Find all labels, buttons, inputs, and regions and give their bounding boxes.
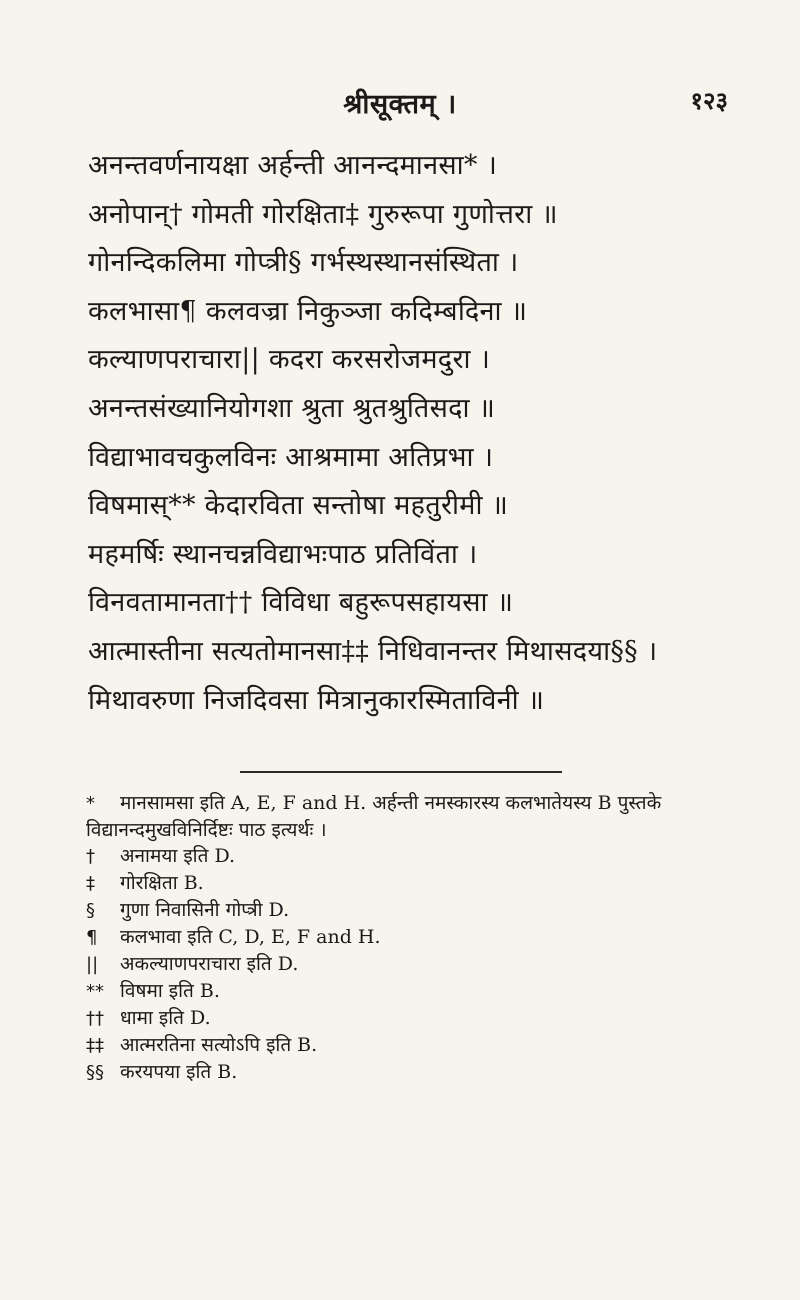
verse-line: महमर्षिः स्थानचन्नविद्याभःपाठ प्रतिविंता ।	[88, 538, 478, 570]
footnote	[86, 870, 746, 897]
footnote	[86, 790, 746, 817]
verse-line: अनन्तवर्णनायक्षा अर्हन्ती आनन्दमानसा* ।	[88, 150, 498, 181]
footnote-text: गोरक्षिता B.	[120, 872, 204, 894]
verse-line: विद्याभावचकुलविनः आश्रमामा अतिप्रभा ।	[88, 441, 494, 473]
footnote-text: विद्यानन्दमुखविनिर्दिष्टः पाठ इत्यर्थः ।	[86, 819, 327, 841]
verse-line: कलभासा¶ कलवज्रा निकुञ्जा कदिम्बदिना ॥	[88, 295, 528, 327]
footnote	[86, 843, 746, 870]
footnote	[86, 1032, 746, 1059]
running-title: श्रीसूक्तम् ।	[343, 89, 457, 120]
footnote-mark: ‡‡	[86, 1035, 104, 1056]
footnote-continuation	[86, 817, 746, 843]
footnote-text: विषमा इति B.	[120, 980, 220, 1002]
footnote-mark: *	[86, 793, 95, 814]
footnote-mark: §§	[86, 1062, 104, 1083]
footnote-mark: †	[86, 846, 95, 867]
footnote	[86, 1059, 746, 1086]
footnote	[86, 1005, 746, 1032]
footnote-text: गुणा निवासिनी गोप्त्री D.	[120, 899, 290, 921]
footnote-text: धामा इति D.	[120, 1007, 211, 1029]
page-header	[0, 84, 800, 120]
footnote-mark: ††	[86, 1008, 104, 1029]
verse-line: विषमास्** केदारविता सन्तोषा महतुरीमी ॥	[88, 490, 509, 522]
verse-line: मिथावरुणा निजदिवसा मित्रानुकारस्मिताविनी ॥	[88, 684, 545, 716]
footnote-text: अनामया इति D.	[120, 845, 236, 867]
footnote-text: आत्मरतिना सत्योऽपि इति B.	[120, 1034, 318, 1056]
verse-line: अनोपान्† गोमती गोरक्षिता‡ गुरुरूपा गुणोत्तरा ॥	[88, 198, 558, 230]
footnote	[86, 924, 746, 951]
page-number: १२३	[690, 86, 728, 115]
footnote-text: कलभावा इति C, D, E, F and H.	[120, 926, 381, 948]
footnote-block	[86, 790, 746, 1086]
footnote-text: अकल्याणपराचारा इति D.	[120, 953, 299, 975]
verse-line: विनवतामानता†† विविधा बहुरूपसहायसा ॥	[88, 587, 514, 619]
verse-block	[88, 142, 738, 725]
footnote-mark: ‡	[86, 873, 95, 894]
verse-line: कल्याणपराचारा|| कदरा करसरोजमदुरा ।	[88, 344, 491, 376]
verse-line: गोनन्दिकलिमा गोप्त्री§ गर्भस्थस्थानसंस्थिता ।	[88, 247, 519, 279]
footnote-mark: §	[86, 900, 95, 921]
footnote	[86, 978, 746, 1005]
footnote	[86, 897, 746, 924]
footnote-divider	[240, 771, 562, 773]
footnote-mark: ¶	[86, 927, 98, 948]
verse-line: अनन्तसंख्यानियोगशा श्रुता श्रुतश्रुतिसदा ॥	[88, 392, 496, 424]
footnote	[86, 951, 746, 978]
footnote-text: करयपया इति B.	[120, 1061, 238, 1083]
footnote-mark: **	[86, 981, 104, 1002]
footnote-mark: ||	[86, 954, 99, 975]
footnote-text: मानसामसा इति A, E, F and H. अर्हन्ती नमस्कारस्य कलभातेयस्य B पुस्तके	[120, 792, 662, 814]
verse-line: आत्मास्तीना सत्यतोमानसा‡‡ निधिवानन्तर मिथासदया§§ ।	[88, 635, 658, 667]
